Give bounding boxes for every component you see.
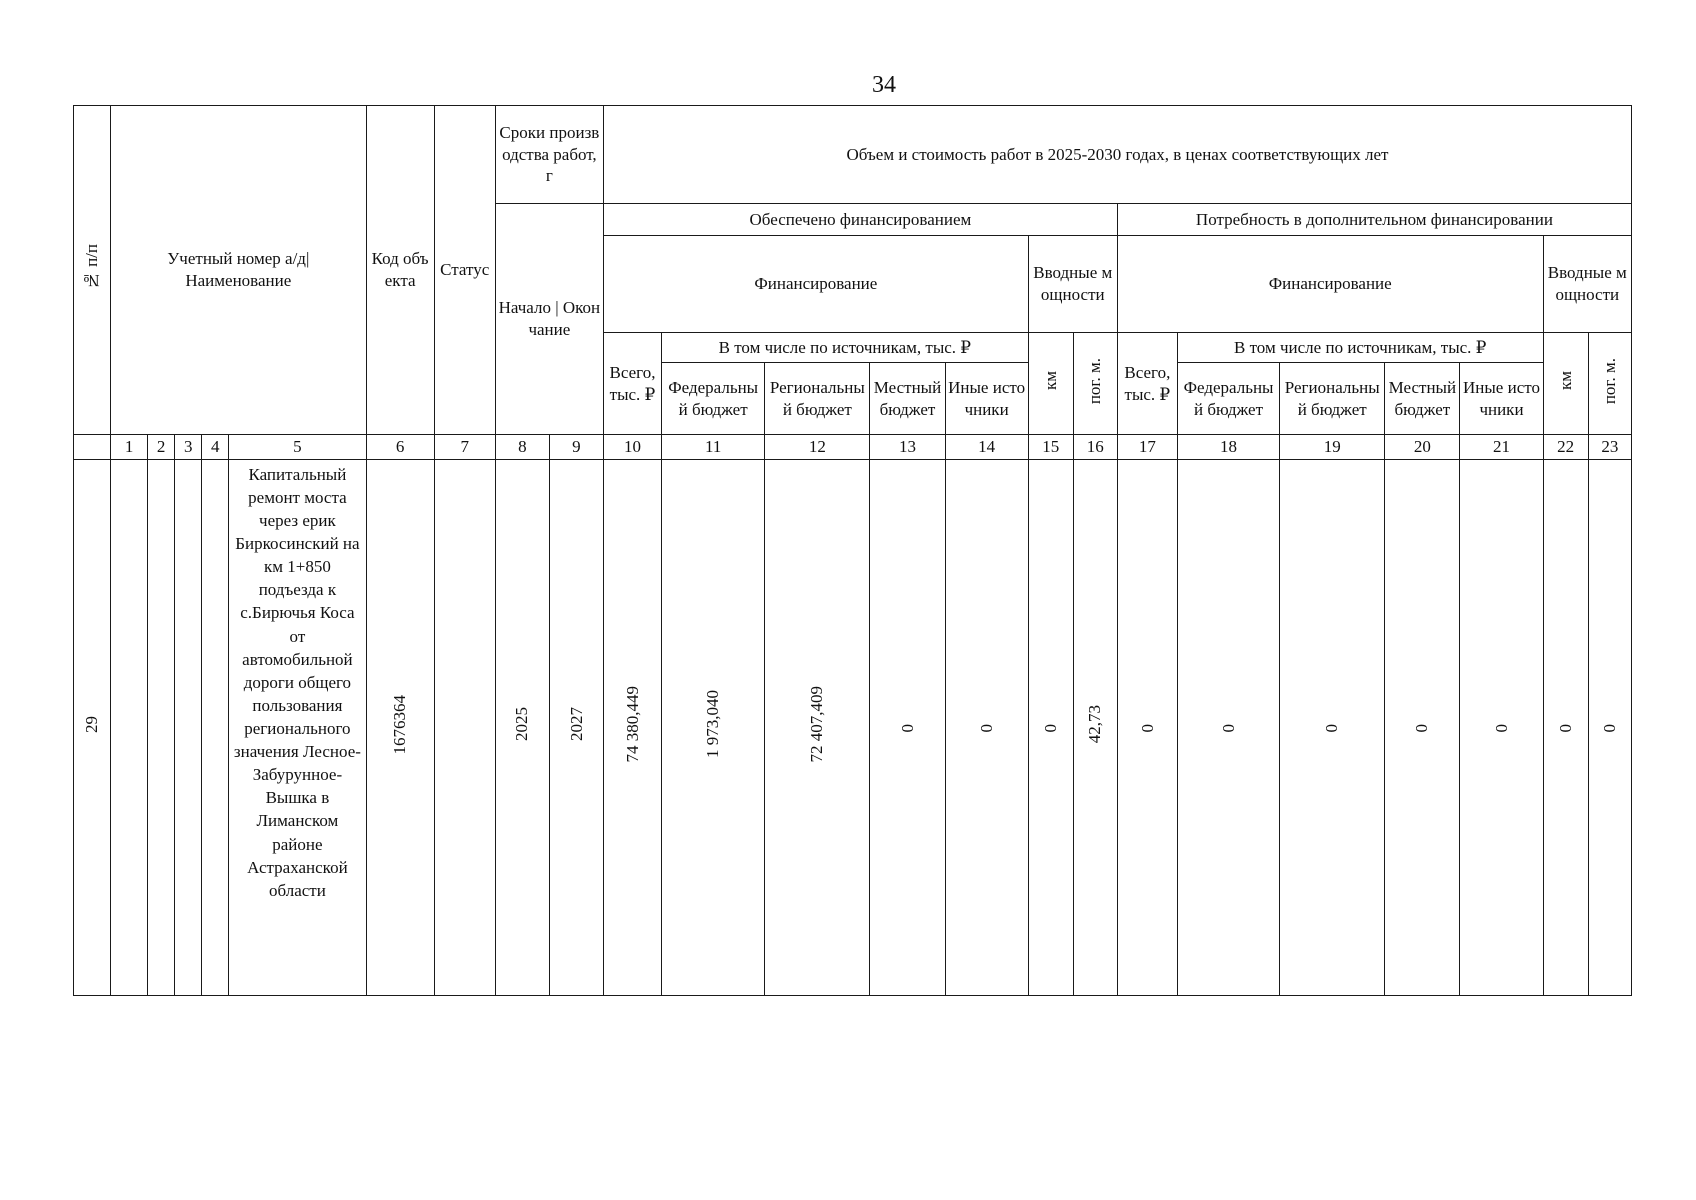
header-start-end: Начало | Окончание <box>495 204 603 435</box>
row-federal: 1 973,040 <box>662 459 765 995</box>
row-regional: 72 407,409 <box>765 459 870 995</box>
header-total-need: Всего, тыс. ₽ <box>1117 333 1177 435</box>
row-cell-1 <box>111 459 148 995</box>
header-sources: В том числе по источникам, тыс. ₽ <box>662 333 1029 363</box>
page-number: 34 <box>872 72 896 98</box>
column-number: 14 <box>945 435 1028 460</box>
column-number: 7 <box>434 435 495 460</box>
row-number: 29 <box>74 459 111 995</box>
column-number: 12 <box>765 435 870 460</box>
row-object-name: Капитальный ремонт моста через ерик Биркосинский на км 1+850 подъезда к с.Бирючья Коса от автомобильной дороги общего пользования регионального значения Лесное-Забурунное-Вышка в Лиманском районе Астраханской области <box>229 459 366 995</box>
header-sources-need: В том числе по источникам, тыс. ₽ <box>1177 333 1543 363</box>
row-need-km: 0 <box>1543 459 1588 995</box>
header-number: № п/п <box>74 106 111 435</box>
column-number: 6 <box>366 435 434 460</box>
header-pog-m: пог. м. <box>1073 333 1117 435</box>
header-additional-financing: Потребность в дополнительном финансировании <box>1117 204 1631 236</box>
column-number: 18 <box>1177 435 1279 460</box>
column-number: 4 <box>202 435 229 460</box>
object-list-table <box>73 105 1632 996</box>
column-number: 5 <box>229 435 366 460</box>
header-regional-need: Региональный бюджет <box>1280 363 1385 435</box>
header-federal-need: Федеральный бюджет <box>1177 363 1279 435</box>
header-km-need: км <box>1543 333 1588 435</box>
header-volume-title: Объем и стоимость работ в 2025-2030 годах, в ценах соответствующих лет <box>603 106 1631 204</box>
table-row <box>74 459 1632 995</box>
column-number: 10 <box>603 435 661 460</box>
header-secured-financing: Обеспечено финансированием <box>603 204 1117 236</box>
column-number-row <box>74 435 1632 460</box>
row-other: 0 <box>945 459 1028 995</box>
row-cell-3 <box>175 459 202 995</box>
column-number: 19 <box>1280 435 1385 460</box>
column-number: 23 <box>1588 435 1631 460</box>
header-local: Местный бюджет <box>870 363 945 435</box>
row-pog-m: 42,73 <box>1073 459 1117 995</box>
header-regional: Региональный бюджет <box>765 363 870 435</box>
row-end-year: 2027 <box>549 459 603 995</box>
header-object-code: Код объекта <box>366 106 434 435</box>
column-number: 3 <box>175 435 202 460</box>
row-km: 0 <box>1028 459 1073 995</box>
column-number: 13 <box>870 435 945 460</box>
column-number: 2 <box>148 435 175 460</box>
row-status <box>434 459 495 995</box>
header-local-need: Местный бюджет <box>1385 363 1460 435</box>
header-name: Учетный номер а/д| Наименование <box>111 106 367 435</box>
column-number: 9 <box>549 435 603 460</box>
row-need-total: 0 <box>1117 459 1177 995</box>
column-number: 15 <box>1028 435 1073 460</box>
column-number: 11 <box>662 435 765 460</box>
header-capacity: Вводные мощности <box>1028 236 1117 333</box>
row-total: 74 380,449 <box>603 459 661 995</box>
header-terms: Сроки производства работ, г <box>495 106 603 204</box>
column-number: 16 <box>1073 435 1117 460</box>
row-need-other: 0 <box>1460 459 1543 995</box>
row-cell-4 <box>202 459 229 995</box>
row-need-pog-m: 0 <box>1588 459 1631 995</box>
header-financing-need: Финансирование <box>1117 236 1543 333</box>
row-need-local: 0 <box>1385 459 1460 995</box>
header-km: км <box>1028 333 1073 435</box>
row-start-year: 2025 <box>495 459 549 995</box>
header-status: Статус <box>434 106 495 435</box>
row-need-regional: 0 <box>1280 459 1385 995</box>
header-capacity-need: Вводные мощности <box>1543 236 1631 333</box>
column-number: 8 <box>495 435 549 460</box>
column-number: 1 <box>111 435 148 460</box>
column-number-blank <box>74 435 111 460</box>
column-number: 20 <box>1385 435 1460 460</box>
header-financing: Финансирование <box>603 236 1028 333</box>
row-need-federal: 0 <box>1177 459 1279 995</box>
column-number: 22 <box>1543 435 1588 460</box>
column-number: 17 <box>1117 435 1177 460</box>
row-local: 0 <box>870 459 945 995</box>
row-cell-2 <box>148 459 175 995</box>
header-federal: Федеральный бюджет <box>662 363 765 435</box>
header-pog-m-need: пог. м. <box>1588 333 1631 435</box>
header-other-need: Иные источники <box>1460 363 1543 435</box>
header-total: Всего, тыс. ₽ <box>603 333 661 435</box>
header-other: Иные источники <box>945 363 1028 435</box>
row-object-code: 1676364 <box>366 459 434 995</box>
column-number: 21 <box>1460 435 1543 460</box>
